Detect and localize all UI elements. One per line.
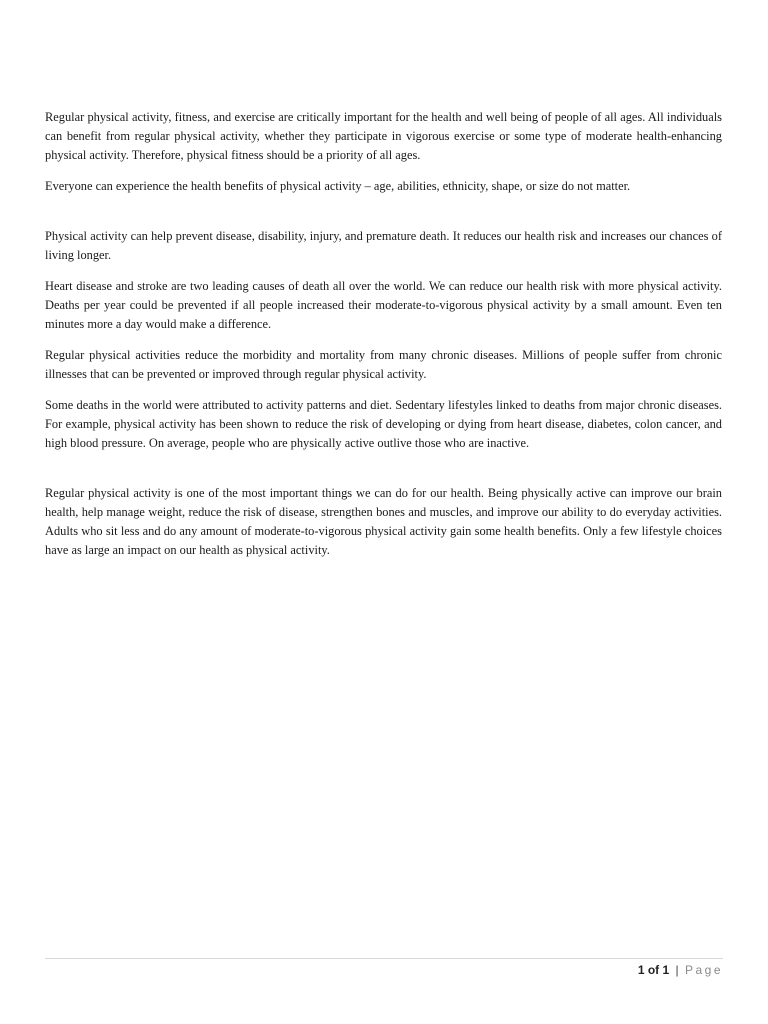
page-label: Page xyxy=(684,963,723,977)
paragraph-chronic-diseases: Regular physical activities reduce the morbidity and mortality from many chronic diseases. Millions of people suffer from chronic illnesses that can be prevented or improved through regular physical activity. xyxy=(45,348,722,381)
paragraph-heart-disease: Heart disease and stroke are two leading causes of death all over the world. We can reduce our health risk with more physical activity. Deaths per year could be prevented if all people increased their moderate-to-vigorous physical activity by a small amount. Even ten minutes more a day would make a difference. xyxy=(45,279,722,331)
blank-line xyxy=(45,465,722,484)
page-footer xyxy=(45,958,723,977)
paragraph-most-important: Regular physical activity is one of the most important things we can do for our health. Being physically active can improve our brain health, help manage weight, reduce the risk of disease, strengthen bones and muscles, and improve our ability to do everyday activities. Adults who sit less and do any amount of moderate-to-vigorous physical activity gain some health benefits. Only a few lifestyle choices have as large an impact on our health as physical activity. xyxy=(45,486,722,557)
paragraph-prevent-disease: Physical activity can help prevent disease, disability, injury, and premature death. It reduces our health risk and increases our chances of living longer. xyxy=(45,229,722,262)
page-number: 1 of 1 xyxy=(637,963,670,977)
paragraph-fitness-importance: Regular physical activity, fitness, and exercise are critically important for the health and well being of people of all ages. All individuals can benefit from regular physical activity, whether they participate in vigorous exercise or some type of moderate health-enhancing physical activity. Therefore, physical fitness should be a priority of all ages. xyxy=(45,110,722,162)
paragraph-everyone-benefits: Everyone can experience the health benefits of physical activity – age, abilities, ethnicity, shape, or size do not matter. xyxy=(45,179,631,193)
paragraph-sedentary-lifestyles: Some deaths in the world were attributed to activity patterns and diet. Sedentary lifestyles linked to deaths from major chronic diseases. For example, physical activity has been shown to reduce the risk of developing or dying from heart disease, diabetes, colon cancer, and high blood pressure. On average, people who are physically active outlive those who are inactive. xyxy=(45,398,722,450)
footer-separator: | xyxy=(675,963,679,977)
document-body xyxy=(45,108,722,572)
page-indicator xyxy=(638,963,723,977)
blank-line xyxy=(45,208,722,227)
